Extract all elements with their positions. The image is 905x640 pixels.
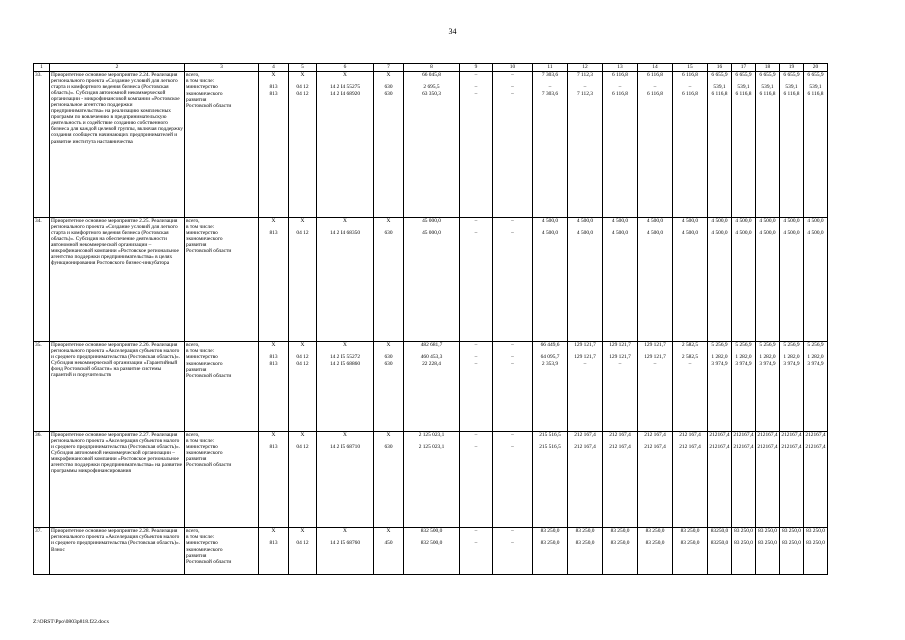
year-value-cell: 7 303,6 bbox=[533, 91, 568, 217]
year-value-cell: – bbox=[603, 361, 638, 431]
year-value-cell: 6 116,8 bbox=[780, 91, 804, 217]
header-cell: 18 bbox=[756, 64, 780, 72]
year-value-cell: 4 500,0 bbox=[780, 217, 804, 230]
year-value-cell: 3 974,9 bbox=[732, 361, 756, 431]
year-value-cell: 83 250,0 bbox=[804, 528, 828, 541]
year-value-cell: – bbox=[568, 361, 603, 431]
year-value-cell: 2 582,5 bbox=[673, 342, 708, 355]
total-cell: 2 695,5 bbox=[404, 84, 460, 91]
rzpr-cell: 04 12 bbox=[289, 84, 317, 91]
year-2020-cell: – bbox=[493, 444, 533, 528]
year-value-cell: 4 500,0 bbox=[533, 217, 568, 230]
year-value-cell: 83 250,0 bbox=[638, 528, 673, 541]
total-cell: 66 045,8 bbox=[404, 72, 460, 85]
header-cell: 19 bbox=[780, 64, 804, 72]
year-value-cell: 212 167,4 bbox=[673, 431, 708, 444]
year-value-cell: 4 500,0 bbox=[756, 217, 780, 230]
row-number: 36. bbox=[34, 431, 50, 528]
header-cell: 3 bbox=[185, 64, 259, 72]
vr-cell: 450 bbox=[374, 540, 404, 574]
executor-cell: министерство bbox=[185, 84, 259, 91]
header-cell: 15 bbox=[673, 64, 708, 72]
executor-cell: министерство bbox=[185, 354, 259, 361]
csr-cell: 14 2 I5 68760 bbox=[317, 540, 374, 574]
header-cell: 2 bbox=[50, 64, 185, 72]
year-value-cell: – bbox=[673, 84, 708, 91]
grbs-cell: 813 bbox=[259, 444, 289, 528]
year-value-cell: 6 116,8 bbox=[673, 72, 708, 85]
year-value-cell: 215 516,5 bbox=[533, 444, 568, 528]
year-value-cell: 4 500,0 bbox=[708, 217, 732, 230]
rzpr-cell: 04 12 bbox=[289, 91, 317, 217]
year-value-cell: 4 500,0 bbox=[568, 217, 603, 230]
year-value-cell: 83 250,0 bbox=[756, 528, 780, 541]
vr-cell: X bbox=[374, 342, 404, 355]
executor-cell: министерство экономического развития Ростовской области bbox=[185, 230, 259, 342]
total-cell: 45 000,0 bbox=[404, 217, 460, 230]
row-number: 35. bbox=[34, 342, 50, 432]
header-cell: 1 bbox=[34, 64, 50, 72]
rzpr-cell: X bbox=[289, 431, 317, 444]
year-value-cell: 212 167,4 bbox=[568, 444, 603, 528]
vr-cell: 630 bbox=[374, 444, 404, 528]
year-value-cell: 83 250,0 bbox=[756, 540, 780, 574]
year-value-cell: 83 250,0 bbox=[673, 528, 708, 541]
total-cell: 460 453,3 bbox=[404, 354, 460, 361]
year-value-cell: 212167,4 bbox=[732, 444, 756, 528]
vr-cell: 630 bbox=[374, 361, 404, 431]
year-2020-cell: – bbox=[493, 72, 533, 85]
year-value-cell: 212167,4 bbox=[708, 444, 732, 528]
vr-cell: 630 bbox=[374, 91, 404, 217]
year-value-cell: 83 250,0 bbox=[568, 528, 603, 541]
year-value-cell: 6 116,8 bbox=[638, 91, 673, 217]
year-2019-cell: – bbox=[460, 540, 493, 574]
year-value-cell: 539,1 bbox=[732, 84, 756, 91]
year-value-cell: 212167,4 bbox=[732, 431, 756, 444]
csr-cell: 14 2 I4 68920 bbox=[317, 91, 374, 217]
vr-cell: 630 bbox=[374, 230, 404, 342]
year-2019-cell: – bbox=[460, 361, 493, 431]
vr-cell: X bbox=[374, 72, 404, 85]
year-value-cell: – bbox=[638, 84, 673, 91]
year-value-cell: 6 655,9 bbox=[708, 72, 732, 85]
year-value-cell: 83 250,0 bbox=[673, 540, 708, 574]
year-2020-cell: – bbox=[493, 361, 533, 431]
year-value-cell: 1 282,0 bbox=[708, 354, 732, 361]
year-value-cell: – bbox=[673, 361, 708, 431]
rzpr-cell: X bbox=[289, 528, 317, 541]
vr-cell: X bbox=[374, 217, 404, 230]
year-value-cell: 2 582,5 bbox=[673, 354, 708, 361]
year-value-cell: 6 116,8 bbox=[603, 91, 638, 217]
year-value-cell: 83 250,0 bbox=[533, 528, 568, 541]
year-value-cell: 5 256,9 bbox=[756, 342, 780, 355]
table-row bbox=[34, 217, 828, 230]
header-cell: 14 bbox=[638, 64, 673, 72]
year-value-cell: 4 500,0 bbox=[732, 217, 756, 230]
year-2019-cell: – bbox=[460, 217, 493, 230]
year-value-cell: 6 116,8 bbox=[603, 72, 638, 85]
header-cell: 16 bbox=[708, 64, 732, 72]
year-value-cell: 212 167,4 bbox=[603, 431, 638, 444]
total-cell: 22 228,4 bbox=[404, 361, 460, 431]
year-2020-cell: – bbox=[493, 230, 533, 342]
measure-description: Приоритетное основное мероприятие 2.26. Реализация регионального проекта «Акселерация субъектов малого и среднего предпринимательства (Ростовская область)». Субсидия некоммерческой организации «Гарантийный фонд Ростовской области» на развитие системы гарантий и поручительств bbox=[50, 342, 185, 432]
grbs-cell: 813 bbox=[259, 540, 289, 574]
rzpr-cell: 04 12 bbox=[289, 444, 317, 528]
year-value-cell: 83 250,0 bbox=[804, 540, 828, 574]
year-value-cell: 129 121,7 bbox=[603, 342, 638, 355]
header-cell: 17 bbox=[732, 64, 756, 72]
year-value-cell: 212167,4 bbox=[756, 444, 780, 528]
page-number: 34 bbox=[448, 27, 457, 36]
row-number: 33. bbox=[34, 72, 50, 218]
rzpr-cell: X bbox=[289, 217, 317, 230]
year-2020-cell: – bbox=[493, 217, 533, 230]
year-value-cell: 5 256,9 bbox=[708, 342, 732, 355]
total-cell: 2 125 023,1 bbox=[404, 431, 460, 444]
csr-cell: X bbox=[317, 217, 374, 230]
year-value-cell: 4 500,0 bbox=[804, 230, 828, 342]
year-value-cell: 212 167,4 bbox=[568, 431, 603, 444]
grbs-cell: X bbox=[259, 342, 289, 355]
year-value-cell: 83 250,0 bbox=[732, 540, 756, 574]
header-cell: 6 bbox=[317, 64, 374, 72]
grbs-cell: 813 bbox=[259, 84, 289, 91]
year-value-cell: 83 250,0 bbox=[533, 540, 568, 574]
year-value-cell: 83 250,0 bbox=[603, 540, 638, 574]
header-cell: 4 bbox=[259, 64, 289, 72]
csr-cell: 14 2 I4 68350 bbox=[317, 230, 374, 342]
year-value-cell: 212167,4 bbox=[708, 431, 732, 444]
total-cell: 832 500,0 bbox=[404, 528, 460, 541]
year-2019-cell: – bbox=[460, 230, 493, 342]
executor-cell: экономического развития Ростовской области bbox=[185, 91, 259, 217]
vr-cell: 630 bbox=[374, 84, 404, 91]
rzpr-cell: 04 12 bbox=[289, 230, 317, 342]
csr-cell: X bbox=[317, 72, 374, 85]
year-value-cell: 212 167,4 bbox=[638, 444, 673, 528]
year-value-cell: 212 167,4 bbox=[638, 431, 673, 444]
year-value-cell: 212167,4 bbox=[780, 431, 804, 444]
table-row bbox=[34, 342, 828, 355]
year-value-cell: 4 500,0 bbox=[603, 217, 638, 230]
year-value-cell: 6 116,8 bbox=[756, 91, 780, 217]
year-value-cell: 4 500,0 bbox=[732, 230, 756, 342]
year-2019-cell: – bbox=[460, 342, 493, 355]
year-2020-cell: – bbox=[493, 540, 533, 574]
grbs-cell: X bbox=[259, 217, 289, 230]
year-value-cell: – bbox=[638, 361, 673, 431]
grbs-cell: 813 bbox=[259, 91, 289, 217]
year-value-cell: 83 250,0 bbox=[780, 528, 804, 541]
year-2019-cell: – bbox=[460, 84, 493, 91]
year-value-cell: 3 974,9 bbox=[780, 361, 804, 431]
budget-table bbox=[33, 63, 828, 575]
year-value-cell: 539,1 bbox=[756, 84, 780, 91]
year-value-cell: 6 116,8 bbox=[708, 91, 732, 217]
year-value-cell: 4 500,0 bbox=[638, 217, 673, 230]
year-value-cell: 4 500,0 bbox=[603, 230, 638, 342]
csr-cell: 14 2 I5 55272 bbox=[317, 354, 374, 361]
header-cell: 10 bbox=[493, 64, 533, 72]
year-value-cell: 3 974,9 bbox=[756, 361, 780, 431]
csr-cell: 14 2 I4 55275 bbox=[317, 84, 374, 91]
year-2020-cell: – bbox=[493, 354, 533, 361]
table-row bbox=[34, 528, 828, 541]
rzpr-cell: 04 12 bbox=[289, 361, 317, 431]
year-2020-cell: – bbox=[493, 84, 533, 91]
table-row bbox=[34, 431, 828, 444]
year-value-cell: 215 516,5 bbox=[533, 431, 568, 444]
csr-cell: 14 2 I5 68860 bbox=[317, 361, 374, 431]
csr-cell: 14 2 I5 68710 bbox=[317, 444, 374, 528]
year-2019-cell: – bbox=[460, 528, 493, 541]
year-2019-cell: – bbox=[460, 444, 493, 528]
vr-cell: X bbox=[374, 431, 404, 444]
total-cell: 63 350,3 bbox=[404, 91, 460, 217]
year-2020-cell: – bbox=[493, 342, 533, 355]
year-value-cell: 212 167,4 bbox=[673, 444, 708, 528]
row-number: 34. bbox=[34, 217, 50, 342]
year-value-cell: 129 121,7 bbox=[638, 354, 673, 361]
rzpr-cell: X bbox=[289, 342, 317, 355]
year-2019-cell: – bbox=[460, 91, 493, 217]
grbs-cell: X bbox=[259, 528, 289, 541]
year-value-cell: 4 500,0 bbox=[673, 230, 708, 342]
measure-description: Приоритетное основное мероприятие 2.27. Реализация регионального проекта «Акселерация субъектов малого и среднего предпринимательства (Ростовская область)». Субсидия автономной некоммерческой организации – микрофинансовой компании «Ростовское региональное агентство поддержки предпринимательства» на развитие программы микрофинансирования bbox=[50, 431, 185, 528]
year-value-cell: 129 121,7 bbox=[638, 342, 673, 355]
year-value-cell: 212167,4 bbox=[780, 444, 804, 528]
csr-cell: X bbox=[317, 431, 374, 444]
year-value-cell: 212167,4 bbox=[804, 444, 828, 528]
year-value-cell: 129 121,7 bbox=[568, 354, 603, 361]
year-value-cell: 83 250,0 bbox=[732, 528, 756, 541]
total-cell: 482 681,7 bbox=[404, 342, 460, 355]
year-value-cell: 4 500,0 bbox=[756, 230, 780, 342]
year-value-cell: 212167,4 bbox=[756, 431, 780, 444]
executor-cell: всего, в том числе: bbox=[185, 342, 259, 355]
measure-description: Приоритетное основное мероприятие 2.28. Реализация регионального проекта «Акселерация субъектов малого и среднего предпринимательства (Ростовская область)». Взнос bbox=[50, 528, 185, 575]
year-value-cell: – bbox=[568, 84, 603, 91]
year-value-cell: – bbox=[603, 84, 638, 91]
header-cell: 8 bbox=[404, 64, 460, 72]
executor-cell: министерство экономического развития Ростовской области bbox=[185, 444, 259, 528]
rzpr-cell: X bbox=[289, 72, 317, 85]
year-value-cell: 7 112,3 bbox=[568, 72, 603, 85]
file-path-footer: Z:\ORST\Ppo\0803p818.f22.docx bbox=[33, 619, 110, 625]
year-value-cell: 5 256,9 bbox=[780, 342, 804, 355]
total-cell: 832 500,0 bbox=[404, 540, 460, 574]
header-cell: 20 bbox=[804, 64, 828, 72]
header-cell: 12 bbox=[568, 64, 603, 72]
year-value-cell: 66 449,6 bbox=[533, 342, 568, 355]
year-value-cell: 4 500,0 bbox=[673, 217, 708, 230]
year-value-cell: 6 655,9 bbox=[732, 72, 756, 85]
year-2019-cell: – bbox=[460, 354, 493, 361]
year-value-cell: 1 282,0 bbox=[756, 354, 780, 361]
year-value-cell: 212167,4 bbox=[804, 431, 828, 444]
year-value-cell: 83 250,0 bbox=[603, 528, 638, 541]
measure-description: Приоритетное основное мероприятие 2.25. Реализация регионального проекта «Создание условий для легкого старта и комфортного ведения бизнеса (Ростовская область)». Субсидия на обеспечение деятельности автономной некоммерческой организации – микрофинансовой компании «Ростовское региональное агентство поддержки предпринимательства» в целях функционирования Ростовского бизнес-инкубатора bbox=[50, 217, 185, 342]
table-row bbox=[34, 72, 828, 85]
total-cell: 45 000,0 bbox=[404, 230, 460, 342]
grbs-cell: 813 bbox=[259, 361, 289, 431]
year-2020-cell: – bbox=[493, 431, 533, 444]
executor-cell: всего, в том числе: bbox=[185, 528, 259, 541]
executor-cell: всего, в том числе: bbox=[185, 72, 259, 85]
year-value-cell: 539,1 bbox=[804, 84, 828, 91]
year-value-cell: 6 655,9 bbox=[780, 72, 804, 85]
year-value-cell: 129 121,7 bbox=[603, 354, 638, 361]
year-2019-cell: – bbox=[460, 72, 493, 85]
year-value-cell: 5 256,9 bbox=[732, 342, 756, 355]
year-value-cell: 5 256,9 bbox=[804, 342, 828, 355]
csr-cell: X bbox=[317, 528, 374, 541]
header-cell: 7 bbox=[374, 64, 404, 72]
year-value-cell: 83250,0 bbox=[708, 528, 732, 541]
year-value-cell: 4 500,0 bbox=[568, 230, 603, 342]
year-value-cell: 4 500,0 bbox=[780, 230, 804, 342]
measure-description: Приоритетное основное мероприятие 2.24. Реализация регионального проекта «Создание условий для легкого старта и комфортного ведения бизнеса (Ростовская область)». Субсидия автономной некоммерческой организации - микрофинансовой компании «Ростовское региональное агентство поддержки предпринимательства» на реализацию комплексных программ по вовлечению в предпринимательскую деятельность и содействие созданию собственного бизнеса для каждой целевой группы, включая поддержку создания сообществ начинающих предпринимателей и развитие института наставничества bbox=[50, 72, 185, 218]
year-value-cell: 7 112,3 bbox=[568, 91, 603, 217]
executor-cell: министерство экономического развития Ростовской области bbox=[185, 540, 259, 574]
grbs-cell: X bbox=[259, 431, 289, 444]
executor-cell: экономического развития Ростовской области bbox=[185, 361, 259, 431]
year-value-cell: 4 500,0 bbox=[533, 230, 568, 342]
year-value-cell: 64 095,7 bbox=[533, 354, 568, 361]
row-number: 37. bbox=[34, 528, 50, 575]
total-cell: 2 125 023,1 bbox=[404, 444, 460, 528]
year-value-cell: 539,1 bbox=[708, 84, 732, 91]
year-value-cell: 4 500,0 bbox=[804, 217, 828, 230]
year-value-cell: 6 655,9 bbox=[756, 72, 780, 85]
grbs-cell: X bbox=[259, 72, 289, 85]
rzpr-cell: 04 12 bbox=[289, 354, 317, 361]
year-value-cell: 6 116,8 bbox=[804, 91, 828, 217]
executor-cell: всего, в том числе: bbox=[185, 217, 259, 230]
year-value-cell: 83 250,0 bbox=[638, 540, 673, 574]
year-value-cell: 1 282,0 bbox=[804, 354, 828, 361]
year-value-cell: 83 250,0 bbox=[568, 540, 603, 574]
header-cell: 13 bbox=[603, 64, 638, 72]
year-value-cell: – bbox=[533, 84, 568, 91]
year-2020-cell: – bbox=[493, 91, 533, 217]
header-row bbox=[34, 64, 828, 72]
year-value-cell: 6 116,8 bbox=[732, 91, 756, 217]
year-value-cell: 6 116,8 bbox=[638, 72, 673, 85]
year-2019-cell: – bbox=[460, 431, 493, 444]
year-value-cell: 6 116,8 bbox=[673, 91, 708, 217]
header-cell: 11 bbox=[533, 64, 568, 72]
year-value-cell: 7 303,6 bbox=[533, 72, 568, 85]
year-value-cell: 2 353,9 bbox=[533, 361, 568, 431]
year-value-cell: 83 250,0 bbox=[780, 540, 804, 574]
vr-cell: X bbox=[374, 528, 404, 541]
vr-cell: 630 bbox=[374, 354, 404, 361]
year-value-cell: 4 500,0 bbox=[708, 230, 732, 342]
year-value-cell: 3 974,9 bbox=[708, 361, 732, 431]
year-value-cell: 6 655,9 bbox=[804, 72, 828, 85]
year-value-cell: 3 974,9 bbox=[804, 361, 828, 431]
year-value-cell: 1 282,0 bbox=[732, 354, 756, 361]
rzpr-cell: 04 12 bbox=[289, 540, 317, 574]
csr-cell: X bbox=[317, 342, 374, 355]
year-2020-cell: – bbox=[493, 528, 533, 541]
header-cell: 5 bbox=[289, 64, 317, 72]
year-value-cell: 1 282,0 bbox=[780, 354, 804, 361]
executor-cell: всего, в том числе: bbox=[185, 431, 259, 444]
header-cell: 9 bbox=[460, 64, 493, 72]
year-value-cell: 83250,0 bbox=[708, 540, 732, 574]
year-value-cell: 539,1 bbox=[780, 84, 804, 91]
year-value-cell: 129 121,7 bbox=[568, 342, 603, 355]
grbs-cell: 813 bbox=[259, 230, 289, 342]
grbs-cell: 813 bbox=[259, 354, 289, 361]
year-value-cell: 4 500,0 bbox=[638, 230, 673, 342]
year-value-cell: 212 167,4 bbox=[603, 444, 638, 528]
